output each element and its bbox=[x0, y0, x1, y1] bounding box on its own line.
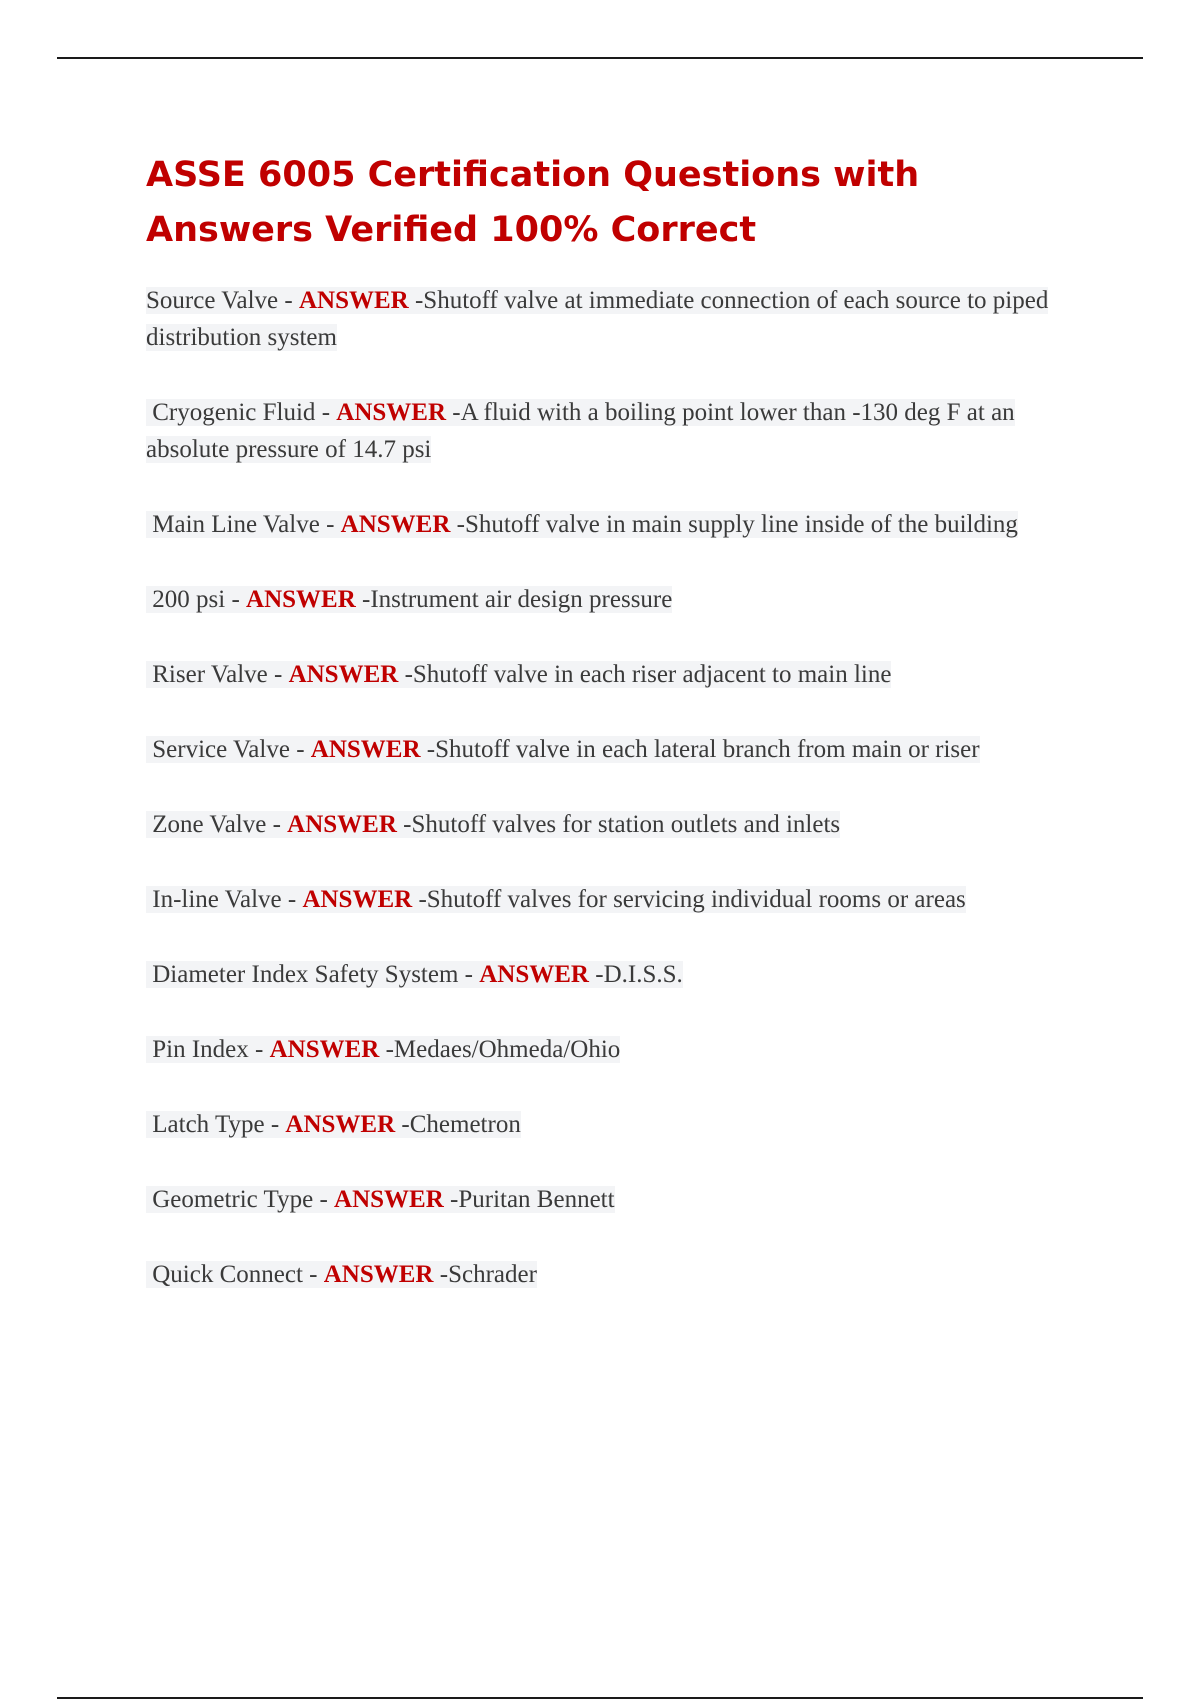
qa-term: Pin Index bbox=[152, 1036, 249, 1063]
qa-text: Cryogenic Fluid - ANSWER -A fluid with a boiling point lower than -130 deg F at an absolute pressure of 14.7 psi bbox=[146, 399, 1015, 463]
qa-item bbox=[146, 656, 1086, 693]
qa-term: Geometric Type bbox=[152, 1186, 314, 1213]
qa-text: Riser Valve - ANSWER -Shutoff valve in each riser adjacent to main line bbox=[146, 661, 891, 688]
qa-answer: -Schrader bbox=[439, 1261, 537, 1288]
qa-text: Latch Type - ANSWER -Chemetron bbox=[146, 1111, 521, 1138]
qa-item bbox=[146, 956, 1086, 993]
qa-term: Main Line Valve bbox=[152, 511, 320, 538]
qa-text: Pin Index - ANSWER -Medaes/Ohmeda/Ohio bbox=[146, 1036, 620, 1063]
answer-label: ANSWER bbox=[310, 736, 421, 763]
qa-item bbox=[146, 282, 1086, 356]
qa-text: Main Line Valve - ANSWER -Shutoff valve in main supply line inside of the building bbox=[146, 511, 1018, 538]
qa-answer: -Shutoff valve in main supply line inside of the building bbox=[456, 511, 1018, 538]
answer-label: ANSWER bbox=[298, 287, 409, 314]
qa-text: In-line Valve - ANSWER -Shutoff valves for servicing individual rooms or areas bbox=[146, 886, 966, 913]
qa-item bbox=[146, 581, 1086, 618]
qa-item bbox=[146, 1031, 1086, 1068]
qa-answer: -D.I.S.S. bbox=[595, 961, 683, 988]
qa-term: Latch Type bbox=[152, 1111, 265, 1138]
qa-list bbox=[146, 282, 1086, 1293]
qa-term: Service Valve bbox=[152, 736, 290, 763]
qa-answer: -Chemetron bbox=[401, 1111, 521, 1138]
qa-term: Cryogenic Fluid bbox=[152, 399, 316, 426]
qa-item bbox=[146, 506, 1086, 543]
answer-label: ANSWER bbox=[288, 661, 399, 688]
qa-answer: -Shutoff valve in each riser adjacent to main line bbox=[404, 661, 892, 688]
answer-label: ANSWER bbox=[269, 1036, 380, 1063]
answer-label: ANSWER bbox=[323, 1261, 434, 1288]
document-title: ASSE 6005 Certification Questions with Answers Verified 100% Correct bbox=[146, 155, 920, 250]
qa-item bbox=[146, 1256, 1086, 1293]
answer-label: ANSWER bbox=[479, 961, 589, 988]
answer-label: ANSWER bbox=[334, 1186, 444, 1213]
qa-text: Source Valve - ANSWER -Shutoff valve at immediate connection of each source to piped distribution system bbox=[146, 287, 1049, 351]
qa-item bbox=[146, 1181, 1086, 1218]
qa-text: Service Valve - ANSWER -Shutoff valve in each lateral branch from main or riser bbox=[146, 736, 980, 763]
qa-text: Zone Valve - ANSWER -Shutoff valves for station outlets and inlets bbox=[146, 811, 840, 838]
qa-answer: -A fluid with a boiling point lower than -130 deg F at an absolute pressure of 14.7 psi bbox=[146, 399, 1015, 463]
qa-term: Quick Connect bbox=[152, 1261, 303, 1288]
bottom-rule bbox=[57, 1697, 1143, 1699]
qa-term: Diameter Index Safety System bbox=[152, 961, 459, 988]
answer-label: ANSWER bbox=[285, 1111, 396, 1138]
answer-label: ANSWER bbox=[336, 399, 447, 426]
qa-term: Riser Valve bbox=[152, 661, 268, 688]
qa-answer: -Shutoff valves for station outlets and inlets bbox=[403, 811, 841, 838]
qa-item bbox=[146, 881, 1086, 918]
qa-text: Diameter Index Safety System - ANSWER -D.I.S.S. bbox=[146, 961, 683, 988]
qa-answer: -Shutoff valve in each lateral branch from main or riser bbox=[426, 736, 980, 763]
document-body bbox=[146, 148, 1086, 1331]
qa-item bbox=[146, 1106, 1086, 1143]
answer-label: ANSWER bbox=[340, 511, 451, 538]
qa-text: Geometric Type - ANSWER -Puritan Bennett bbox=[146, 1186, 615, 1213]
qa-term: Source Valve bbox=[146, 287, 279, 314]
qa-answer: -Shutoff valves for servicing individual rooms or areas bbox=[418, 886, 966, 913]
qa-item bbox=[146, 731, 1086, 768]
qa-term: In-line Valve bbox=[152, 886, 282, 913]
answer-label: ANSWER bbox=[246, 586, 356, 613]
qa-term: Zone Valve bbox=[152, 811, 267, 838]
answer-label: ANSWER bbox=[287, 811, 397, 838]
top-rule bbox=[57, 57, 1143, 59]
qa-text: Quick Connect - ANSWER -Schrader bbox=[146, 1261, 537, 1288]
qa-item bbox=[146, 806, 1086, 843]
qa-text: 200 psi - ANSWER -Instrument air design pressure bbox=[146, 586, 672, 613]
qa-item bbox=[146, 394, 1086, 468]
qa-term: 200 psi bbox=[152, 586, 226, 613]
qa-answer: -Puritan Bennett bbox=[450, 1186, 615, 1213]
qa-answer: -Shutoff valve at immediate connection of each source to piped distribution system bbox=[146, 287, 1049, 351]
qa-answer: -Medaes/Ohmeda/Ohio bbox=[385, 1036, 621, 1063]
qa-answer: -Instrument air design pressure bbox=[362, 586, 673, 613]
answer-label: ANSWER bbox=[302, 886, 413, 913]
